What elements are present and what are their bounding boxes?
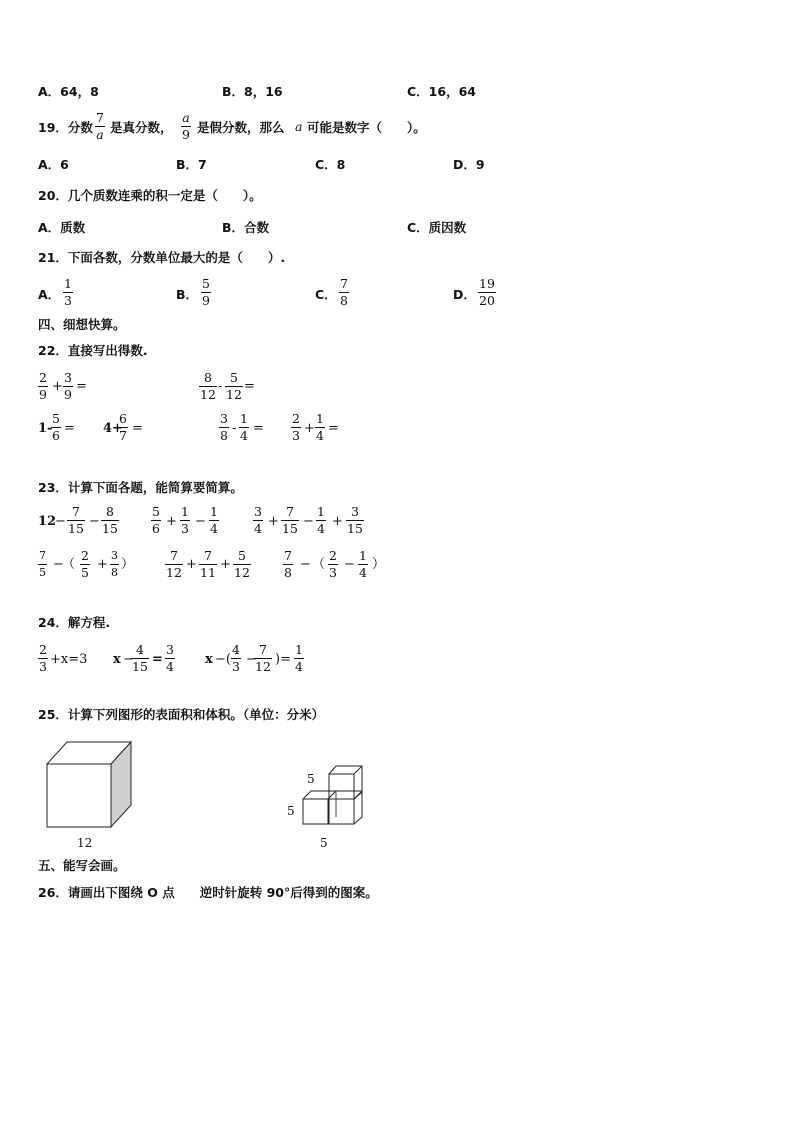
q25-stem: 25．计算下列图形的表面积和体积。（单位：分米） <box>38 707 325 722</box>
denominator: 4 <box>359 565 367 580</box>
denominator: 12 <box>200 387 216 402</box>
q23-r2c-frac0 <box>283 548 293 581</box>
q22-e3-lead: 1- <box>38 421 53 436</box>
denominator: 4 <box>166 659 174 674</box>
q23-r2c-open: （ <box>312 557 326 572</box>
denominator: a <box>96 127 104 142</box>
q22-e1-eq: = <box>76 379 87 394</box>
denominator: 3 <box>232 659 240 674</box>
q24-e3-result <box>294 642 304 675</box>
numerator: 7 <box>39 549 46 562</box>
denominator: 9 <box>39 387 47 402</box>
denominator: 15 <box>282 521 298 536</box>
lower-left-cube-front <box>303 799 328 824</box>
q18-option-a: A．64，8 <box>38 84 99 99</box>
q24-e3-minus: −( <box>215 652 231 667</box>
numerator: 7 <box>340 276 348 291</box>
q22-e5-frac-a <box>219 411 229 444</box>
numerator: 8 <box>203 370 212 385</box>
q23-r2b-frac2 <box>199 548 217 581</box>
q18-option-b: B．8，16 <box>222 84 283 99</box>
cube-front-face <box>47 764 111 827</box>
numerator: 1 <box>210 504 218 519</box>
q23-r1c-frac1 <box>253 504 263 537</box>
numerator: 5 <box>152 504 160 519</box>
q21-label-d: D． <box>453 287 476 302</box>
q20-option-b: B．合数 <box>222 220 270 235</box>
numerator: 7 <box>96 110 104 125</box>
denominator: 8 <box>284 565 292 580</box>
numerator: 7 <box>203 548 212 563</box>
q22-e1-frac-b <box>63 370 73 403</box>
figure2-label-top: 5 <box>307 772 315 786</box>
q21-fraction-d <box>478 276 496 309</box>
denominator: 5 <box>81 565 89 580</box>
q23-r1b-frac2 <box>180 504 190 537</box>
q23-r1b-frac3 <box>209 504 219 537</box>
q24-e2-frac <box>131 642 149 675</box>
q22-e4-lead: 4+ <box>103 421 123 436</box>
numerator: 1 <box>317 504 325 519</box>
q23-r2a-minus: − <box>53 557 64 572</box>
q22-e6-frac-b <box>315 411 325 444</box>
q23-r2c-op: − <box>344 557 355 572</box>
numerator: 4 <box>232 642 240 657</box>
q23-r1a-frac1 <box>67 504 85 537</box>
cube-figure <box>40 738 140 830</box>
numerator: 7 <box>285 504 294 519</box>
denominator: 4 <box>254 521 262 536</box>
denominator: 3 <box>39 659 47 674</box>
q21-fraction-b <box>201 276 211 309</box>
q22-e6-frac-a <box>291 411 301 444</box>
q24-e1-frac <box>38 642 48 675</box>
q24-e2-x: x <box>113 652 121 667</box>
numerator: 2 <box>39 642 47 657</box>
denominator: 15 <box>102 521 118 536</box>
q24-e2-minus: − <box>123 652 134 667</box>
numerator: 5 <box>229 370 238 385</box>
q20-option-a: A．质数 <box>38 220 86 235</box>
q23-r1c-frac4 <box>346 504 364 537</box>
q19-mid1: 是真分数， <box>110 120 173 135</box>
q22-e5-op: - <box>232 421 237 436</box>
denominator: 7 <box>119 428 127 443</box>
numerator: 3 <box>350 504 359 519</box>
section-4-heading: 四、细想快算。 <box>38 317 126 332</box>
numerator: a <box>182 110 190 125</box>
numerator: 1 <box>64 276 72 291</box>
q22-e3-eq: = <box>64 421 75 436</box>
denominator: 15 <box>68 521 84 536</box>
denominator: 9 <box>202 293 210 308</box>
q23-r1b-frac1 <box>151 504 161 537</box>
denominator: 20 <box>479 293 495 308</box>
numerator: 3 <box>166 642 174 657</box>
q23-r1a-lead: 12 <box>38 514 57 529</box>
numerator: 1 <box>240 411 248 426</box>
denominator: 3 <box>292 428 300 443</box>
lower-left-cube-top <box>303 791 336 799</box>
section-5-heading: 五、能写会画。 <box>38 858 126 873</box>
numerator: 19 <box>479 276 495 291</box>
denominator: 3 <box>329 565 337 580</box>
numerator: 1 <box>316 411 324 426</box>
q22-e2-frac-b <box>225 370 243 403</box>
q23-r1c-frac3 <box>316 504 326 537</box>
numerator: 3 <box>220 411 228 426</box>
denominator: 12 <box>234 565 250 580</box>
q20-stem: 20．几个质数连乘的积一定是（ ）。 <box>38 188 262 203</box>
q23-r2a-frac0 <box>38 548 47 581</box>
q22-e3-frac <box>51 411 61 444</box>
q23-r2a-close: ） <box>121 557 135 572</box>
q23-r1c-frac2 <box>281 504 299 537</box>
denominator: 8 <box>111 566 118 579</box>
q23-r2b-frac3 <box>233 548 251 581</box>
numerator: 2 <box>81 548 89 563</box>
q18-option-c: C．16，64 <box>407 84 476 99</box>
q24-e3-frac1 <box>231 642 241 675</box>
q22-stem: 22．直接写出得数. <box>38 343 148 358</box>
q23-r2b-op1: + <box>186 557 197 572</box>
q22-e2-op: - <box>218 379 223 394</box>
numerator: 4 <box>135 642 144 657</box>
q21-stem: 21．下面各数，分数单位最大的是（ ）. <box>38 250 286 265</box>
denominator: 12 <box>226 387 242 402</box>
q24-e3-x: x <box>205 652 213 667</box>
numerator: 5 <box>237 548 246 563</box>
q19-suffix: 可能是数字（ ）。 <box>307 120 426 135</box>
q26-stem: 26．请画出下图绕 O 点 逆时针旋转 90°后得到的图案。 <box>38 885 378 900</box>
denominator: 12 <box>166 565 182 580</box>
q19-fraction-7-a <box>95 110 105 143</box>
denominator: 4 <box>210 521 218 536</box>
q23-r2a-open: （ <box>62 557 76 572</box>
q23-r2c-frac2 <box>358 548 368 581</box>
denominator: 8 <box>340 293 348 308</box>
numerator: 7 <box>284 548 292 563</box>
q23-r1a-op1: − <box>55 514 66 529</box>
cube-edge-label: 12 <box>77 836 93 850</box>
q24-e2-result <box>165 642 175 675</box>
q23-r1a-op2: − <box>89 514 100 529</box>
lower-right-cube-edge <box>354 791 362 799</box>
q23-r1a-frac2 <box>101 504 119 537</box>
denominator: 9 <box>64 387 72 402</box>
q19-fraction-a-9 <box>181 110 191 143</box>
lower-right-cube-front <box>329 799 354 824</box>
numerator: 7 <box>258 642 267 657</box>
denominator: 15 <box>132 659 148 674</box>
denominator: 8 <box>220 428 228 443</box>
q23-r2b-op2: + <box>220 557 231 572</box>
numerator: 2 <box>292 411 300 426</box>
q23-stem: 23．计算下面各题，能简算要简算。 <box>38 480 243 495</box>
q19-option-d: D．9 <box>453 157 485 172</box>
numerator: 3 <box>64 370 72 385</box>
numerator: 8 <box>105 504 114 519</box>
q23-r2a-frac1 <box>80 548 90 581</box>
q22-e5-frac-b <box>239 411 249 444</box>
q22-e6-op: + <box>304 421 315 436</box>
numerator: 1 <box>295 642 303 657</box>
figure2-label-bottom: 5 <box>320 836 328 850</box>
numerator: 3 <box>111 549 118 562</box>
q22-e6-eq: = <box>328 421 339 436</box>
numerator: 1 <box>181 504 189 519</box>
figure2-label-left: 5 <box>287 804 295 818</box>
denominator: 3 <box>181 521 189 536</box>
q23-r2c-close: ） <box>372 557 386 572</box>
numerator: 7 <box>169 548 178 563</box>
denominator: 6 <box>152 521 160 536</box>
denominator: 9 <box>182 127 190 142</box>
denominator: 6 <box>52 428 60 443</box>
numerator: 1 <box>359 548 367 563</box>
denominator: 4 <box>317 521 325 536</box>
q23-r1b-op1: + <box>166 514 177 529</box>
denominator: 4 <box>240 428 248 443</box>
q19-prefix: 19．分数 <box>38 120 93 135</box>
numerator: 7 <box>71 504 80 519</box>
q22-e4-frac <box>118 411 128 444</box>
upper-cube-front <box>329 774 354 799</box>
numerator: 5 <box>202 276 210 291</box>
q21-label-b: B． <box>176 287 199 302</box>
q23-r1b-op2: − <box>195 514 206 529</box>
denominator: 12 <box>255 659 271 674</box>
q22-e1-op: + <box>52 379 63 394</box>
q19-option-c: C．8 <box>315 157 346 172</box>
numerator: 3 <box>254 504 262 519</box>
numerator: 2 <box>39 370 47 385</box>
q24-stem: 24．解方程. <box>38 615 111 630</box>
q23-r2c-frac1 <box>328 548 338 581</box>
q22-e2-eq: = <box>244 379 255 394</box>
q19-mid2: 是假分数，那么 <box>197 120 285 135</box>
q22-e2-frac-a <box>199 370 217 403</box>
q22-e5-eq: = <box>253 421 264 436</box>
q24-e3-op: − <box>246 652 257 667</box>
denominator: 3 <box>64 293 72 308</box>
numerator: 6 <box>119 411 127 426</box>
denominator: 4 <box>316 428 324 443</box>
denominator: 4 <box>295 659 303 674</box>
q23-r1c-op2: − <box>303 514 314 529</box>
q21-label-a: A． <box>38 287 61 302</box>
denominator: 15 <box>347 521 363 536</box>
q21-fraction-a <box>63 276 73 309</box>
q19-option-b: B．7 <box>176 157 207 172</box>
q23-r2b-frac1 <box>165 548 183 581</box>
q23-r2a-frac2 <box>110 548 119 581</box>
numerator: 5 <box>52 411 60 426</box>
q23-r2c-minus: − <box>300 557 311 572</box>
numerator: 2 <box>329 548 337 563</box>
q20-option-c: C．质因数 <box>407 220 467 235</box>
q24-e1-rest: +x=3 <box>50 652 88 667</box>
q21-label-c: C． <box>315 287 337 302</box>
denominator: 11 <box>200 565 216 580</box>
q21-fraction-c <box>339 276 349 309</box>
q23-r1c-op1: + <box>268 514 279 529</box>
q24-e3-frac2 <box>254 642 272 675</box>
q19-option-a: A．6 <box>38 157 69 172</box>
denominator: 5 <box>39 566 46 579</box>
q22-e4-eq: = <box>132 421 143 436</box>
q24-e3-close: )= <box>275 652 291 667</box>
upper-cube-edge <box>354 766 362 774</box>
q22-e1-frac-a <box>38 370 48 403</box>
q19-variable: a <box>295 119 303 134</box>
q23-r2a-plus: + <box>97 557 108 572</box>
q24-e2-eq: = <box>152 652 163 667</box>
q23-r1c-op3: + <box>332 514 343 529</box>
